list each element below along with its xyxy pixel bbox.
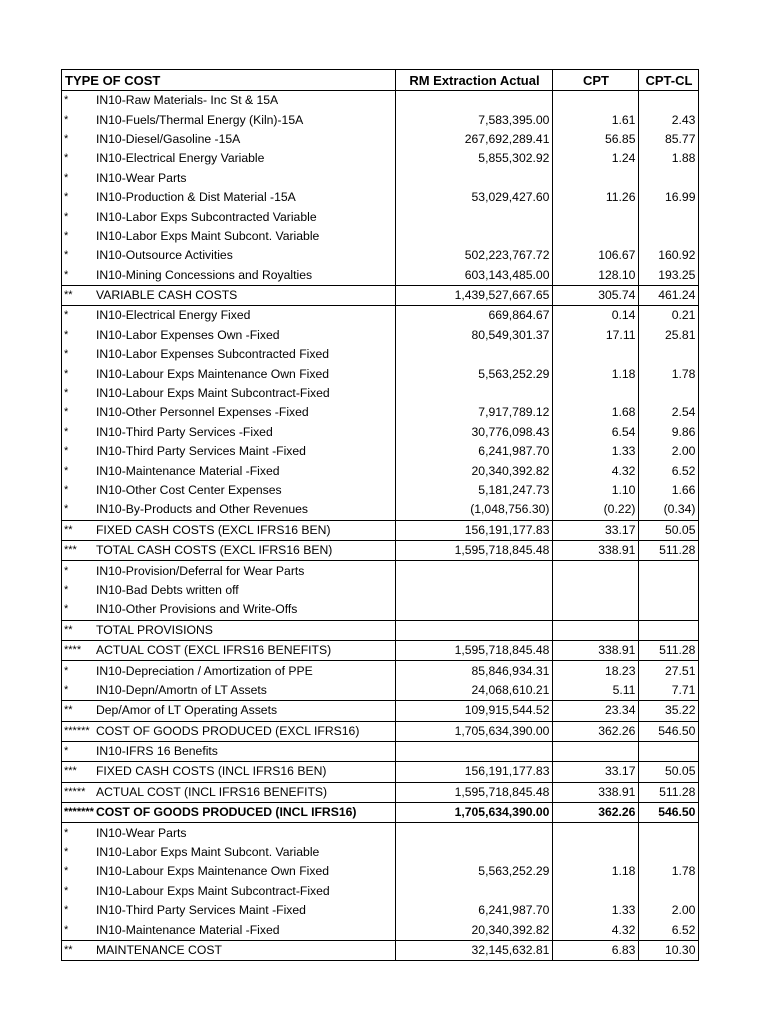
rm-extraction-actual-cell: 5,181,247.73 [396, 481, 553, 500]
cost-type-cell: IN10-Wear Parts [94, 169, 396, 188]
row-level-marker: * [62, 823, 94, 843]
cpt-cl-cell: 2.00 [639, 442, 699, 461]
cost-type-cell: IN10-Third Party Services Maint -Fixed [94, 901, 396, 920]
header-cpt-cl: CPT-CL [639, 70, 699, 91]
table-row [62, 661, 699, 681]
rm-extraction-actual-cell [396, 600, 553, 620]
row-level-marker: * [62, 306, 94, 326]
table-row [62, 600, 699, 620]
cpt-cl-cell: 546.50 [639, 803, 699, 823]
cpt-cell [553, 882, 639, 901]
cost-type-cell: IN10-By-Products and Other Revenues [94, 500, 396, 520]
table-row [62, 762, 699, 782]
rm-extraction-actual-cell: 603,143,485.00 [396, 266, 553, 286]
row-level-marker: * [62, 882, 94, 901]
rm-extraction-actual-cell [396, 823, 553, 843]
cpt-cell: 338.91 [553, 540, 639, 560]
cpt-cl-cell [639, 227, 699, 246]
cost-type-cell: ACTUAL COST (INCL IFRS16 BENEFITS) [94, 782, 396, 802]
rm-extraction-actual-cell [396, 581, 553, 600]
cpt-cell: 23.34 [553, 701, 639, 721]
cpt-cl-cell: (0.34) [639, 500, 699, 520]
row-level-marker: * [62, 581, 94, 600]
cost-type-cell: COST OF GOODS PRODUCED (EXCL IFRS16) [94, 721, 396, 741]
rm-extraction-actual-cell [396, 227, 553, 246]
cpt-cl-cell: 1.88 [639, 149, 699, 168]
row-level-marker: * [62, 442, 94, 461]
row-level-marker: ** [62, 285, 94, 305]
rm-extraction-actual-cell: 30,776,098.43 [396, 423, 553, 442]
row-level-marker: * [62, 561, 94, 581]
table-row [62, 500, 699, 520]
table-row [62, 741, 699, 761]
cpt-cl-cell [639, 600, 699, 620]
cpt-cl-cell: 16.99 [639, 188, 699, 207]
cpt-cell: 5.11 [553, 681, 639, 701]
cpt-cl-cell: 50.05 [639, 762, 699, 782]
row-level-marker: * [62, 246, 94, 265]
cpt-cl-cell: 6.52 [639, 920, 699, 940]
cpt-cell: 128.10 [553, 266, 639, 286]
row-level-marker: ******* [62, 803, 94, 823]
rm-extraction-actual-cell [396, 882, 553, 901]
rm-extraction-actual-cell: 85,846,934.31 [396, 661, 553, 681]
table-row [62, 581, 699, 600]
cpt-cl-cell: 1.78 [639, 862, 699, 881]
row-level-marker: * [62, 169, 94, 188]
header-row [62, 70, 699, 91]
table-row [62, 227, 699, 246]
cpt-cl-cell: 35.22 [639, 701, 699, 721]
cost-type-cell: IN10-Production & Dist Material -15A [94, 188, 396, 207]
rm-extraction-actual-cell: 109,915,544.52 [396, 701, 553, 721]
table-row [62, 403, 699, 422]
table-row [62, 823, 699, 843]
table-row [62, 640, 699, 660]
cpt-cell [553, 207, 639, 226]
cpt-cl-cell [639, 843, 699, 862]
table-row [62, 285, 699, 305]
cost-type-cell: IN10-Labor Exps Subcontracted Variable [94, 207, 396, 226]
cpt-cell: 1.61 [553, 110, 639, 129]
rm-extraction-actual-cell [396, 345, 553, 364]
rm-extraction-actual-cell: 1,595,718,845.48 [396, 540, 553, 560]
row-level-marker: *** [62, 540, 94, 560]
cost-type-cell: IN10-Maintenance Material -Fixed [94, 920, 396, 940]
cpt-cl-cell: 50.05 [639, 520, 699, 540]
cpt-cell: 56.85 [553, 130, 639, 149]
cost-type-cell: IN10-Electrical Energy Fixed [94, 306, 396, 326]
cost-type-cell: ACTUAL COST (EXCL IFRS16 BENEFITS) [94, 640, 396, 660]
cost-type-cell: IN10-Labor Exps Maint Subcont. Variable [94, 843, 396, 862]
row-level-marker: * [62, 326, 94, 345]
table-row [62, 721, 699, 741]
cpt-cl-cell: 7.71 [639, 681, 699, 701]
cpt-cell: 33.17 [553, 762, 639, 782]
rm-extraction-actual-cell [396, 384, 553, 403]
row-level-marker: * [62, 227, 94, 246]
row-level-marker: ***** [62, 782, 94, 802]
row-level-marker: ** [62, 620, 94, 640]
rm-extraction-actual-cell: 7,917,789.12 [396, 403, 553, 422]
rm-extraction-actual-cell: 20,340,392.82 [396, 920, 553, 940]
table-row [62, 561, 699, 581]
cpt-cell: 4.32 [553, 920, 639, 940]
cpt-cell: (0.22) [553, 500, 639, 520]
table-row [62, 701, 699, 721]
row-level-marker: * [62, 423, 94, 442]
cpt-cell: 1.33 [553, 442, 639, 461]
cpt-cl-cell: 25.81 [639, 326, 699, 345]
rm-extraction-actual-cell: 80,549,301.37 [396, 326, 553, 345]
cost-type-cell: MAINTENANCE COST [94, 940, 396, 960]
table-row [62, 345, 699, 364]
row-level-marker: * [62, 920, 94, 940]
rm-extraction-actual-cell [396, 741, 553, 761]
cost-type-cell: IN10-Mining Concessions and Royalties [94, 266, 396, 286]
cost-type-cell: IN10-Diesel/Gasoline -15A [94, 130, 396, 149]
header-type-of-cost: TYPE OF COST [62, 70, 396, 91]
cost-type-cell: IN10-Other Personnel Expenses -Fixed [94, 403, 396, 422]
cpt-cl-cell [639, 823, 699, 843]
cpt-cell: 0.14 [553, 306, 639, 326]
row-level-marker: * [62, 130, 94, 149]
rm-extraction-actual-cell: (1,048,756.30) [396, 500, 553, 520]
cost-type-cell: IN10-Fuels/Thermal Energy (Kiln)-15A [94, 110, 396, 129]
cpt-cl-cell [639, 345, 699, 364]
cost-type-cell: IN10-Electrical Energy Variable [94, 149, 396, 168]
row-level-marker: * [62, 843, 94, 862]
rm-extraction-actual-cell: 156,191,177.83 [396, 520, 553, 540]
cpt-cell: 17.11 [553, 326, 639, 345]
cpt-cl-cell: 2.00 [639, 901, 699, 920]
row-level-marker: * [62, 901, 94, 920]
cost-type-cell: IN10-Outsource Activities [94, 246, 396, 265]
cost-type-cell: COST OF GOODS PRODUCED (INCL IFRS16) [94, 803, 396, 823]
rm-extraction-actual-cell: 1,439,527,667.65 [396, 285, 553, 305]
cost-type-cell: IN10-Maintenance Material -Fixed [94, 461, 396, 480]
cost-type-cell: IN10-Labour Exps Maintenance Own Fixed [94, 364, 396, 383]
rm-extraction-actual-cell: 1,595,718,845.48 [396, 640, 553, 660]
rm-extraction-actual-cell [396, 843, 553, 862]
cpt-cl-cell [639, 384, 699, 403]
cpt-cell [553, 620, 639, 640]
cost-type-cell: TOTAL CASH COSTS (EXCL IFRS16 BEN) [94, 540, 396, 560]
cpt-cl-cell: 511.28 [639, 782, 699, 802]
row-level-marker: * [62, 461, 94, 480]
table-row [62, 91, 699, 111]
table-row [62, 326, 699, 345]
cost-type-cell: VARIABLE CASH COSTS [94, 285, 396, 305]
table-body [62, 91, 699, 961]
row-level-marker: * [62, 266, 94, 286]
rm-extraction-actual-cell: 502,223,767.72 [396, 246, 553, 265]
cost-type-cell: IN10-Provision/Deferral for Wear Parts [94, 561, 396, 581]
table-row [62, 920, 699, 940]
row-level-marker: ** [62, 520, 94, 540]
table-row [62, 149, 699, 168]
cpt-cell: 1.68 [553, 403, 639, 422]
rm-extraction-actual-cell: 5,855,302.92 [396, 149, 553, 168]
row-level-marker: ****** [62, 721, 94, 741]
table-row [62, 207, 699, 226]
row-level-marker: *** [62, 762, 94, 782]
cpt-cell: 11.26 [553, 188, 639, 207]
cpt-cell [553, 741, 639, 761]
cpt-cl-cell [639, 207, 699, 226]
table-row [62, 620, 699, 640]
cpt-cl-cell: 2.54 [639, 403, 699, 422]
cpt-cell [553, 91, 639, 111]
cpt-cl-cell [639, 620, 699, 640]
cpt-cl-cell: 0.21 [639, 306, 699, 326]
rm-extraction-actual-cell [396, 620, 553, 640]
table-row [62, 520, 699, 540]
cpt-cl-cell: 6.52 [639, 461, 699, 480]
cost-type-cell: FIXED CASH COSTS (EXCL IFRS16 BEN) [94, 520, 396, 540]
row-level-marker: * [62, 110, 94, 129]
table-row [62, 169, 699, 188]
table-row [62, 246, 699, 265]
rm-extraction-actual-cell: 20,340,392.82 [396, 461, 553, 480]
cpt-cell: 1.33 [553, 901, 639, 920]
table-row [62, 442, 699, 461]
cost-type-cell: IN10-Labour Exps Maintenance Own Fixed [94, 862, 396, 881]
cpt-cl-cell: 511.28 [639, 540, 699, 560]
cpt-cell [553, 345, 639, 364]
cost-type-cell: IN10-Labor Expenses Subcontracted Fixed [94, 345, 396, 364]
row-level-marker: * [62, 149, 94, 168]
rm-extraction-actual-cell: 267,692,289.41 [396, 130, 553, 149]
cpt-cell: 305.74 [553, 285, 639, 305]
cost-type-cell: TOTAL PROVISIONS [94, 620, 396, 640]
cpt-cl-cell [639, 169, 699, 188]
table-row [62, 843, 699, 862]
table-row [62, 901, 699, 920]
header-cpt: CPT [553, 70, 639, 91]
cpt-cell [553, 581, 639, 600]
table-row [62, 266, 699, 286]
cost-type-cell: IN10-Other Cost Center Expenses [94, 481, 396, 500]
cpt-cl-cell: 85.77 [639, 130, 699, 149]
cpt-cell [553, 600, 639, 620]
rm-extraction-actual-cell: 6,241,987.70 [396, 442, 553, 461]
cpt-cl-cell: 193.25 [639, 266, 699, 286]
cost-type-cell: IN10-IFRS 16 Benefits [94, 741, 396, 761]
cost-type-cell: IN10-Labor Exps Maint Subcont. Variable [94, 227, 396, 246]
table-row [62, 384, 699, 403]
cost-type-cell: FIXED CASH COSTS (INCL IFRS16 BEN) [94, 762, 396, 782]
row-level-marker: * [62, 345, 94, 364]
table-row [62, 782, 699, 802]
row-level-marker: * [62, 600, 94, 620]
row-level-marker: * [62, 207, 94, 226]
cost-table [61, 69, 699, 961]
cpt-cell [553, 169, 639, 188]
table-row [62, 940, 699, 960]
rm-extraction-actual-cell [396, 561, 553, 581]
header-rm-extraction-actual: RM Extraction Actual [396, 70, 553, 91]
row-level-marker: * [62, 403, 94, 422]
cpt-cell: 338.91 [553, 782, 639, 802]
rm-extraction-actual-cell [396, 169, 553, 188]
rm-extraction-actual-cell: 24,068,610.21 [396, 681, 553, 701]
cpt-cell [553, 561, 639, 581]
cpt-cl-cell: 461.24 [639, 285, 699, 305]
cpt-cell: 33.17 [553, 520, 639, 540]
rm-extraction-actual-cell: 5,563,252.29 [396, 364, 553, 383]
cpt-cl-cell: 1.78 [639, 364, 699, 383]
cpt-cell: 106.67 [553, 246, 639, 265]
cpt-cell: 338.91 [553, 640, 639, 660]
table-row [62, 882, 699, 901]
table-row [62, 130, 699, 149]
table-row [62, 306, 699, 326]
rm-extraction-actual-cell: 1,595,718,845.48 [396, 782, 553, 802]
rm-extraction-actual-cell: 32,145,632.81 [396, 940, 553, 960]
cpt-cell [553, 227, 639, 246]
cost-type-cell: IN10-Depn/Amortn of LT Assets [94, 681, 396, 701]
cost-type-cell: IN10-Raw Materials- Inc St & 15A [94, 91, 396, 111]
row-level-marker: * [62, 862, 94, 881]
cpt-cl-cell: 546.50 [639, 721, 699, 741]
row-level-marker: ** [62, 701, 94, 721]
table-row [62, 803, 699, 823]
cost-type-cell: IN10-Labor Expenses Own -Fixed [94, 326, 396, 345]
cpt-cell [553, 823, 639, 843]
cpt-cell: 6.54 [553, 423, 639, 442]
cpt-cell: 6.83 [553, 940, 639, 960]
rm-extraction-actual-cell: 5,563,252.29 [396, 862, 553, 881]
rm-extraction-actual-cell: 669,864.67 [396, 306, 553, 326]
cost-type-cell: IN10-Labour Exps Maint Subcontract-Fixed [94, 882, 396, 901]
cpt-cell [553, 843, 639, 862]
cpt-cell: 4.32 [553, 461, 639, 480]
cost-type-cell: IN10-Other Provisions and Write-Offs [94, 600, 396, 620]
row-level-marker: * [62, 481, 94, 500]
cost-type-cell: IN10-Bad Debts written off [94, 581, 396, 600]
cpt-cl-cell [639, 882, 699, 901]
rm-extraction-actual-cell: 7,583,395.00 [396, 110, 553, 129]
table-row [62, 540, 699, 560]
row-level-marker: * [62, 661, 94, 681]
row-level-marker: * [62, 741, 94, 761]
cpt-cell: 18.23 [553, 661, 639, 681]
table-row [62, 110, 699, 129]
table-row [62, 461, 699, 480]
row-level-marker: * [62, 681, 94, 701]
cpt-cl-cell: 511.28 [639, 640, 699, 660]
row-level-marker: * [62, 384, 94, 403]
cpt-cell: 1.18 [553, 862, 639, 881]
row-level-marker: ** [62, 940, 94, 960]
row-level-marker: * [62, 188, 94, 207]
cpt-cl-cell: 160.92 [639, 246, 699, 265]
cpt-cl-cell [639, 561, 699, 581]
cpt-cell: 362.26 [553, 721, 639, 741]
rm-extraction-actual-cell: 156,191,177.83 [396, 762, 553, 782]
cost-type-cell: IN10-Labour Exps Maint Subcontract-Fixed [94, 384, 396, 403]
cpt-cl-cell: 27.51 [639, 661, 699, 681]
cost-type-cell: IN10-Third Party Services -Fixed [94, 423, 396, 442]
table-row [62, 862, 699, 881]
table-row [62, 188, 699, 207]
cpt-cl-cell: 9.86 [639, 423, 699, 442]
row-level-marker: **** [62, 640, 94, 660]
table-row [62, 681, 699, 701]
cpt-cl-cell: 10.30 [639, 940, 699, 960]
row-level-marker: * [62, 364, 94, 383]
cost-type-cell: IN10-Wear Parts [94, 823, 396, 843]
table-row [62, 423, 699, 442]
cpt-cell: 1.18 [553, 364, 639, 383]
rm-extraction-actual-cell: 1,705,634,390.00 [396, 721, 553, 741]
table-row [62, 481, 699, 500]
cpt-cell: 1.10 [553, 481, 639, 500]
rm-extraction-actual-cell [396, 91, 553, 111]
rm-extraction-actual-cell: 6,241,987.70 [396, 901, 553, 920]
cpt-cl-cell: 2.43 [639, 110, 699, 129]
cpt-cell [553, 384, 639, 403]
cpt-cl-cell [639, 91, 699, 111]
cpt-cl-cell: 1.66 [639, 481, 699, 500]
rm-extraction-actual-cell: 1,705,634,390.00 [396, 803, 553, 823]
rm-extraction-actual-cell: 53,029,427.60 [396, 188, 553, 207]
cpt-cell: 1.24 [553, 149, 639, 168]
table-row [62, 364, 699, 383]
rm-extraction-actual-cell [396, 207, 553, 226]
row-level-marker: * [62, 500, 94, 520]
cpt-cl-cell [639, 741, 699, 761]
cost-type-cell: IN10-Third Party Services Maint -Fixed [94, 442, 396, 461]
cpt-cl-cell [639, 581, 699, 600]
cost-type-cell: Dep/Amor of LT Operating Assets [94, 701, 396, 721]
cost-type-cell: IN10-Depreciation / Amortization of PPE [94, 661, 396, 681]
row-level-marker: * [62, 91, 94, 111]
cpt-cell: 362.26 [553, 803, 639, 823]
